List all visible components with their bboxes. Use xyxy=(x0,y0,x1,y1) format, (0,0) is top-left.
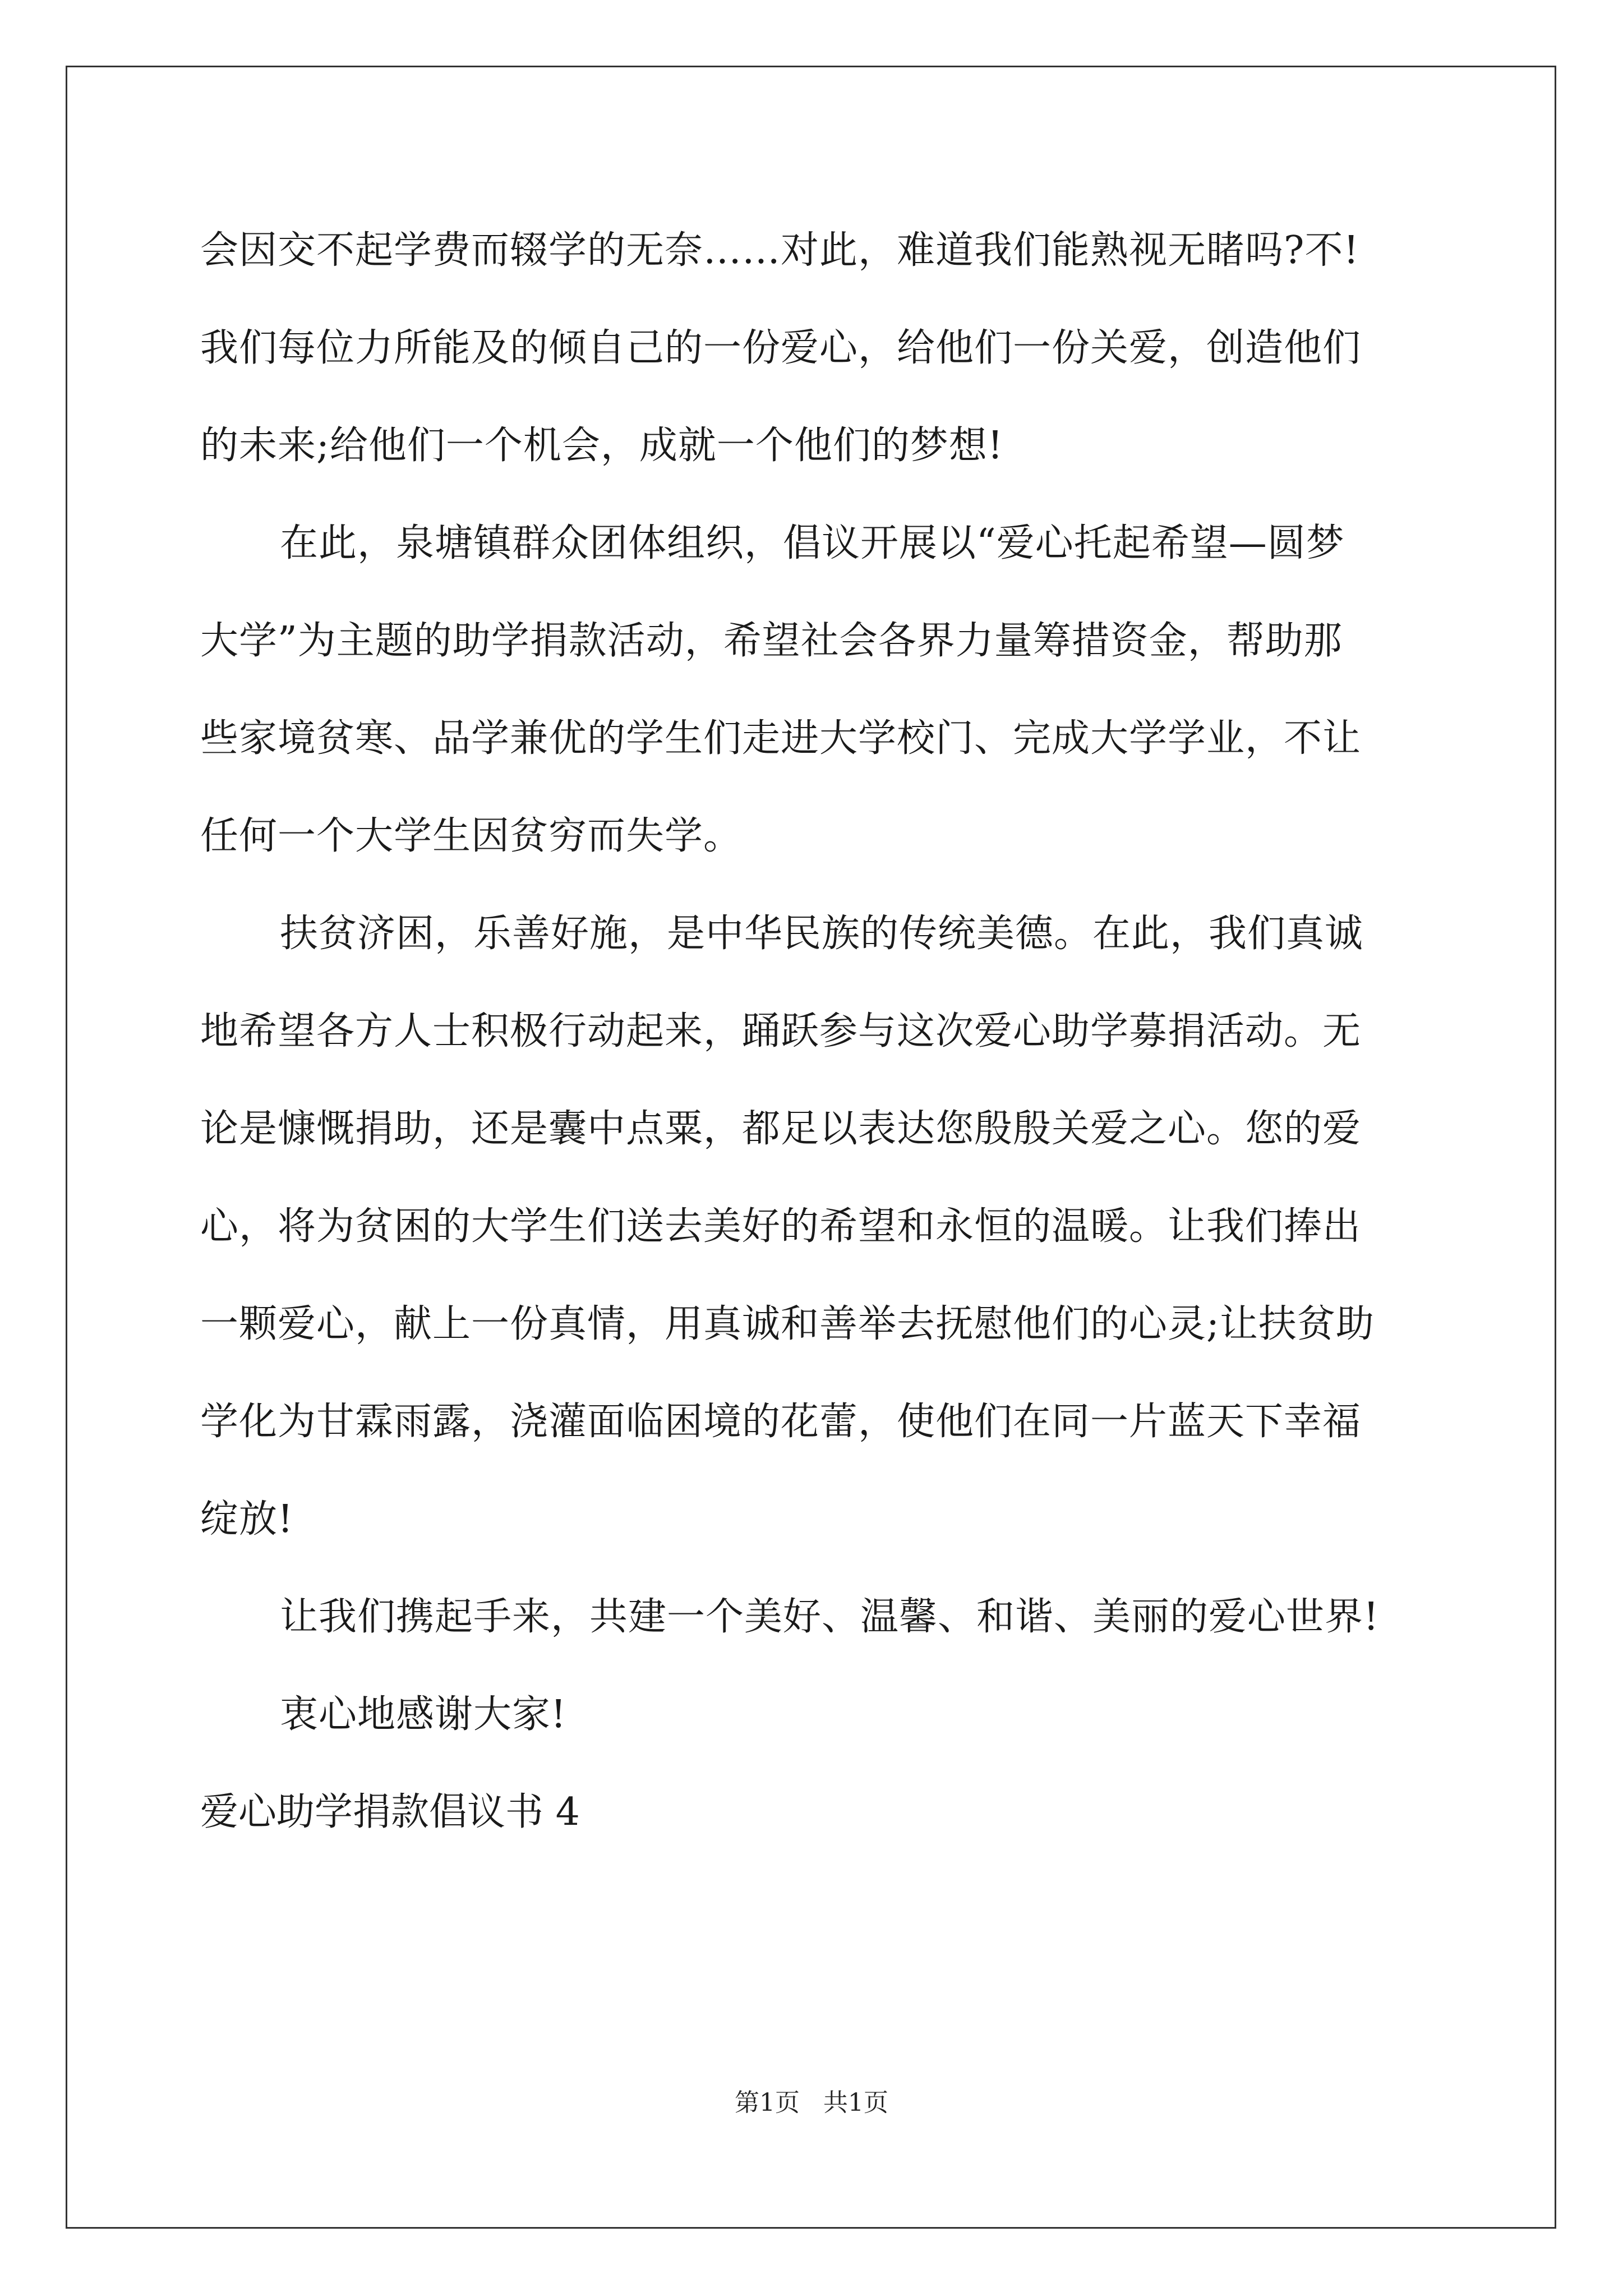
paragraph-start-line: 让我们携起手来，共建一个美好、温馨、和谐、美丽的爱心世界! xyxy=(280,1595,1380,1639)
text-line: 些家境贫寒、品学兼优的学生们走进大学校门、完成大学学业，不让 xyxy=(200,716,1362,761)
text-line: 论是慷慨捐助，还是囊中点粟，都足以表达您殷殷关爱之心。您的爱 xyxy=(200,1107,1362,1151)
text-line: 会因交不起学费而辍学的无奈……对此，难道我们能熟视无睹吗?不! xyxy=(200,228,1359,273)
text-line: 地希望各方人士积极行动起来，踊跃参与这次爱心助学募捐活动。无 xyxy=(200,1009,1362,1053)
page-number-total: 共1页 xyxy=(823,2088,888,2117)
text-line: 任何一个大学生因贫穷而失学。 xyxy=(200,814,743,858)
document-body xyxy=(200,202,1434,1861)
text-line: 一颗爱心，献上一份真情，用真诚和善举去抚慰他们的心灵;让扶贫助 xyxy=(200,1302,1375,1346)
text-line: 学化为甘霖雨露，浇灌面临困境的花蕾，使他们在同一片蓝天下幸福 xyxy=(200,1400,1362,1444)
page-footer xyxy=(0,2082,1623,2118)
page-number-current: 第1页 xyxy=(735,2088,800,2117)
text-line: 心，将为贫困的大学生们送去美好的希望和永恒的温暖。让我们捧出 xyxy=(200,1204,1362,1249)
text-line: 我们每位力所能及的倾自己的一份爱心，给他们一份关爱，创造他们 xyxy=(200,326,1362,370)
text-line: 绽放! xyxy=(200,1497,294,1542)
closing-line: 衷心地感谢大家! xyxy=(280,1692,567,1737)
paragraph-start-line: 在此，泉塘镇群众团体组织，倡议开展以“爱心托起希望—圆梦 xyxy=(280,521,1345,565)
text-line: 大学”为主题的助学捐款活动，希望社会各界力量筹措资金，帮助那 xyxy=(200,619,1343,663)
paragraph-start-line: 扶贫济困，乐善好施，是中华民族的传统美德。在此，我们真诚 xyxy=(280,912,1364,956)
text-line: 的未来;给他们一个机会，成就一个他们的梦想! xyxy=(200,424,1004,468)
section-heading: 爱心助学捐款倡议书 4 xyxy=(200,1790,580,1834)
